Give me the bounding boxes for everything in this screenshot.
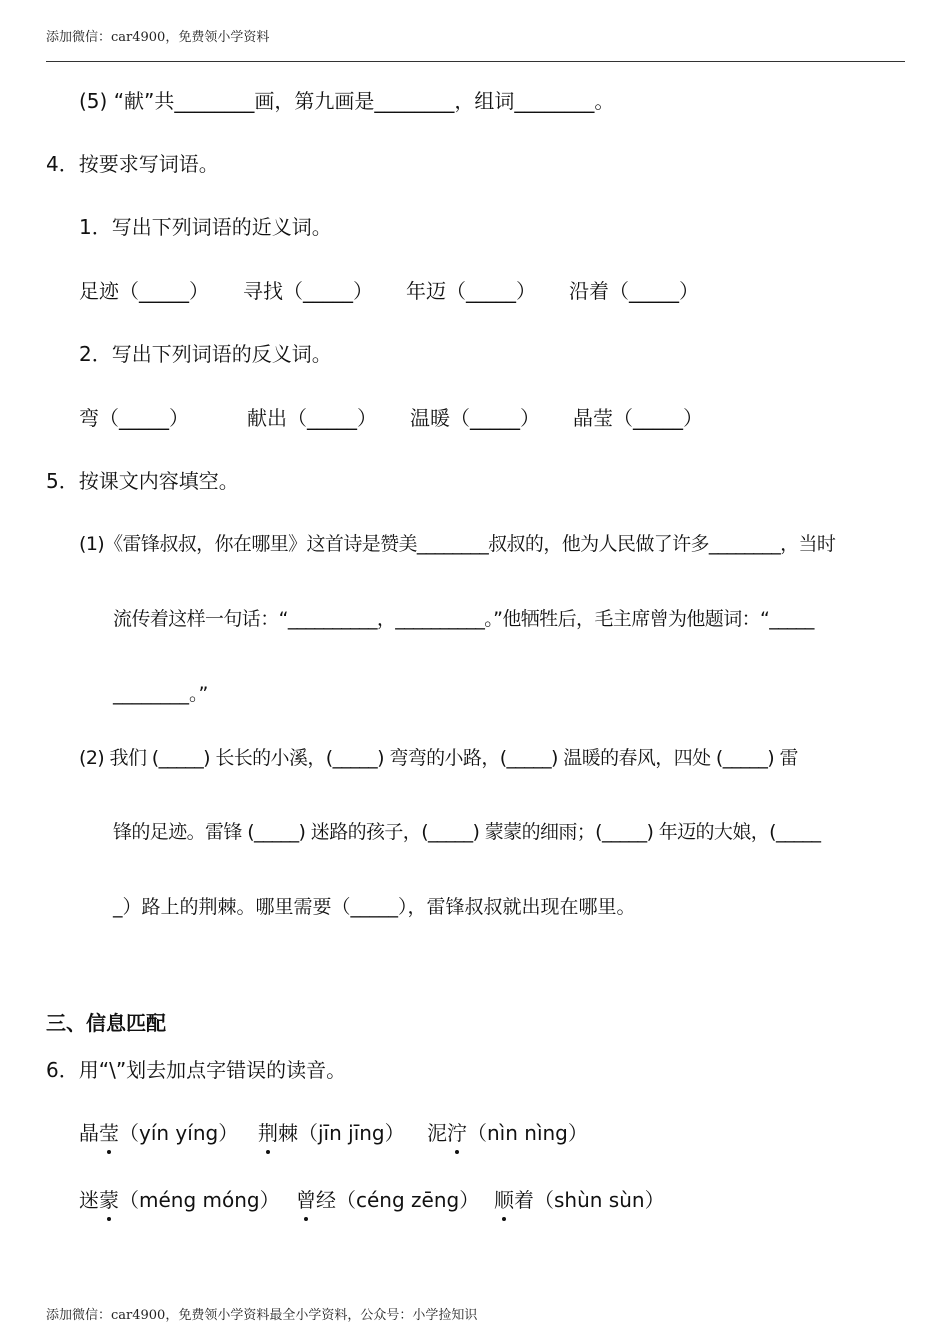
question-5-2-line: 锋的足迹。雷锋 (_____) 迷路的孩子，(_____) 蒙蒙的细雨；(_____) 年迈的大娘，(_____ xyxy=(113,821,821,843)
antonym-item: 献出（_____） xyxy=(247,406,377,430)
char: 着 xyxy=(514,1188,534,1212)
dotted-char: 荆 xyxy=(258,1121,278,1145)
antonym-item: 温暖（_____） xyxy=(410,406,540,430)
question-5-1-line: ________。” xyxy=(113,683,209,705)
question-3-5: (5) “献”共________画，第九画是________，组词________。 xyxy=(79,89,615,113)
pinyin-item xyxy=(79,1119,238,1147)
dotted-char: 顺 xyxy=(494,1188,514,1212)
question-5-title: 5．按课文内容填空。 xyxy=(46,469,239,493)
question-4-title: 4．按要求写词语。 xyxy=(46,152,219,176)
pinyin-item xyxy=(296,1186,479,1214)
dotted-char: 泞 xyxy=(447,1121,467,1145)
antonym-item: 弯（_____） xyxy=(79,406,189,430)
char: 晶 xyxy=(79,1121,99,1145)
char: 迷 xyxy=(79,1188,99,1212)
pinyin-options: （céng zēng） xyxy=(336,1188,480,1212)
question-5-2-line: (2) 我们 (_____) 长长的小溪，(_____) 弯弯的小路，(_____) 温暖的春风，四处 (_____) 雷 xyxy=(79,747,798,769)
section-3-title: 三、信息匹配 xyxy=(46,1011,166,1035)
synonym-item: 沿着（_____） xyxy=(569,279,699,303)
question-4-sub1-title: 1．写出下列词语的近义词。 xyxy=(79,215,332,239)
pinyin-options: （méng móng） xyxy=(119,1188,280,1212)
question-6-title: 6．用“\”划去加点字错误的读音。 xyxy=(46,1058,347,1082)
pinyin-options: （yín yíng） xyxy=(119,1121,239,1145)
page-footer: 添加微信：car4900，免费领小学资料最全小学资料，公众号：小学捡知识 xyxy=(46,1308,478,1323)
question-5-1-line: (1)《雷锋叔叔，你在哪里》这首诗是赞美________叔叔的，他为人民做了许多________，当时 xyxy=(79,533,836,555)
dotted-char: 蒙 xyxy=(99,1188,119,1212)
char: 经 xyxy=(316,1188,336,1212)
pinyin-options: （jīn jīng） xyxy=(298,1121,405,1145)
antonym-item: 晶莹（_____） xyxy=(573,406,703,430)
pinyin-item xyxy=(494,1186,665,1214)
pinyin-options: （shùn sùn） xyxy=(534,1188,665,1212)
pinyin-item xyxy=(427,1119,588,1147)
pinyin-options: （nìn nìng） xyxy=(467,1121,588,1145)
char: 泥 xyxy=(427,1121,447,1145)
question-5-2-line: _）路上的荆棘。哪里需要（_____），雷锋叔叔就出现在哪里。 xyxy=(113,896,636,918)
page-header: 添加微信：car4900，免费领小学资料 xyxy=(46,30,270,45)
dotted-char: 莹 xyxy=(99,1121,119,1145)
synonym-item: 足迹（_____） xyxy=(79,279,209,303)
pinyin-item xyxy=(258,1119,405,1147)
synonym-item: 年迈（_____） xyxy=(406,279,536,303)
synonym-item: 寻找（_____） xyxy=(243,279,373,303)
char: 棘 xyxy=(278,1121,298,1145)
question-4-sub2-title: 2．写出下列词语的反义词。 xyxy=(79,342,332,366)
pinyin-item xyxy=(79,1186,280,1214)
header-rule xyxy=(46,61,905,62)
dotted-char: 曾 xyxy=(296,1188,316,1212)
question-5-1-line: 流传着这样一句话：“__________，__________。”他牺牲后，毛主席曾为他题词：“_____ xyxy=(113,608,814,630)
